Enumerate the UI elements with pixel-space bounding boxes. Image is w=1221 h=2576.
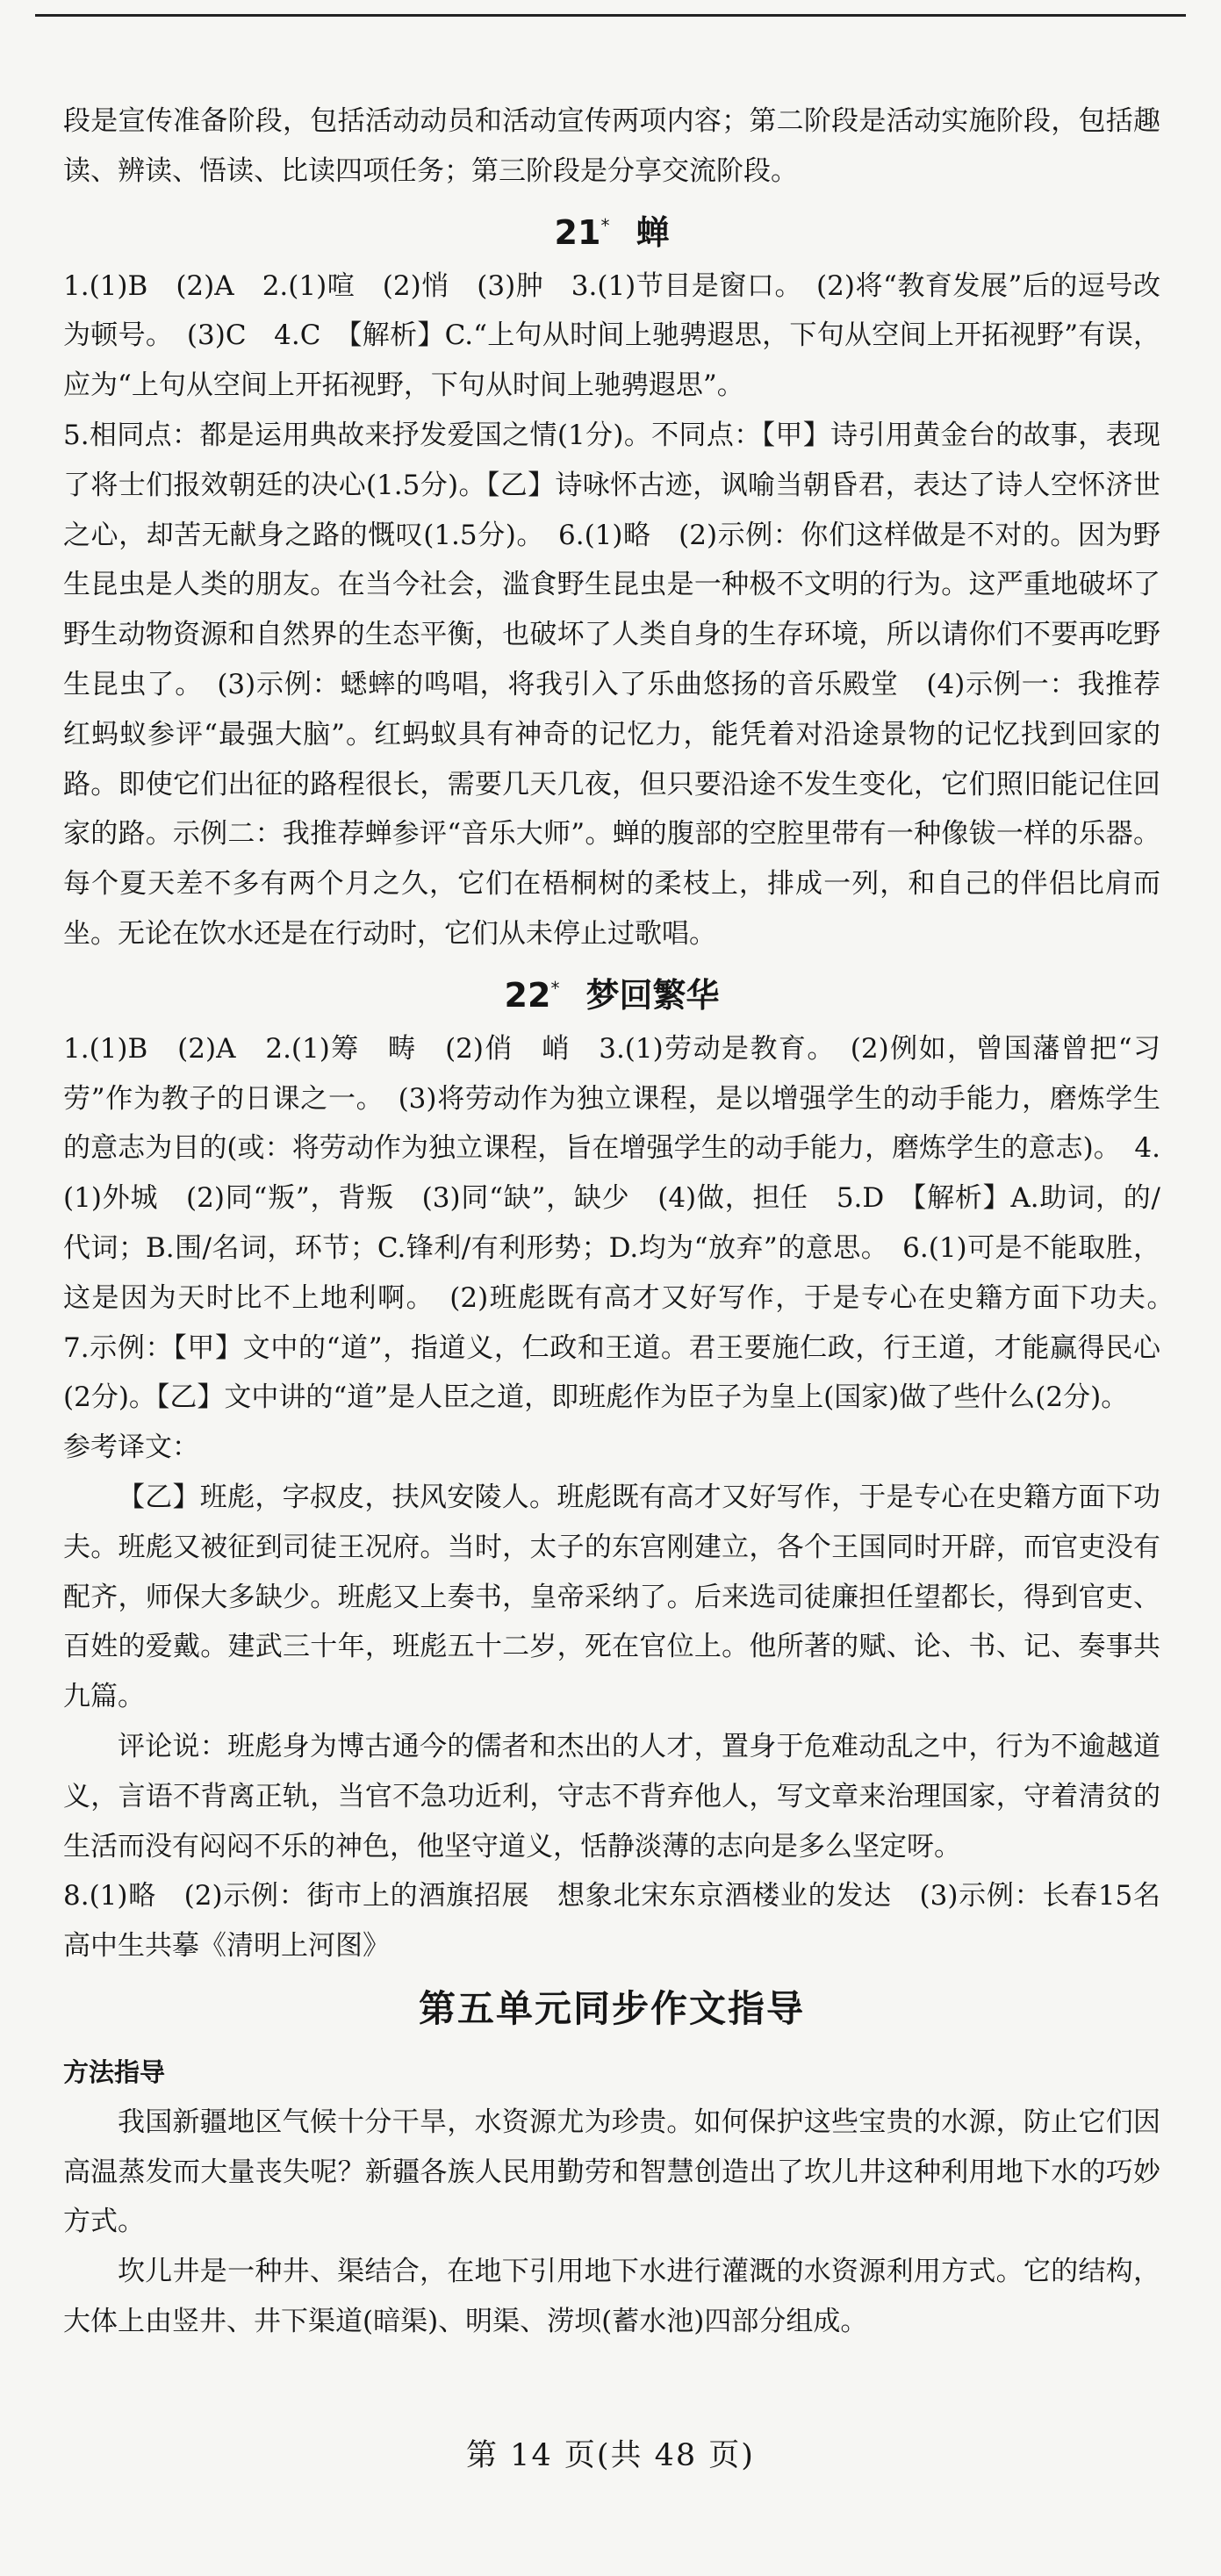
method-guide-label: 方法指导 [63, 2056, 166, 2087]
top-rule [35, 14, 1186, 17]
translation-paragraph-1: 【乙】班彪，字叔皮，扶风安陵人。班彪既有高才又好写作，于是专心在史籍方面下功夫。班彪又被征到司徒王况府。当时，太子的东宫刚建立，各个王国同时开辟，而官吏没有配齐，师保大多缺少。班彪又上奏书，皇帝采纳了。后来选司徒廉担任望都长，得到官吏、百姓的爱戴。建武三十年，班彪五十二岁，死在官位上。他所著的赋、论、书、记、奏事共九篇。 [63, 1481, 1160, 1713]
intro-paragraph: 段是宣传准备阶段，包括活动动员和活动宣传两项内容；第二阶段是活动实施阶段，包括趣读、辨读、悟读、比读四项任务；第三阶段是分享交流阶段。 [63, 105, 1160, 187]
method-paragraph-1: 我国新疆地区气候十分干旱，水资源尤为珍贵。如何保护这些宝贵的水源，防止它们因高温蒸发而大量丧失呢？新疆各族人民用勤劳和智慧创造出了坎儿井这种利用地下水的巧妙方式。 [63, 2106, 1160, 2238]
section-21-answers-2: 5.相同点：都是运用典故来抒发爱国之情(1分)。不同点：【甲】诗引用黄金台的故事，表现了将士们报效朝廷的决心(1.5分)。【乙】诗咏怀古迹，讽喻当朝昏君，表达了诗人空怀济世之心，却苦无献身之路的慨叹(1.5分)。 6.(1)略 (2)示例：你们这样做是不对的。因为野生昆虫是人类的朋友。在当今社会，滥食野生昆虫是一种极不文明的行为。这严重地破坏了野生动物资源和自然界的生态平衡，也破坏了人类自身的生存环境，所以请你们不要再吃野生昆虫了。 (3)示例：蟋蟀的鸣唱，将我引入了乐曲悠扬的音乐殿堂 (4)示例一：我推荐红蚂蚁参评“最强大脑”。红蚂蚁具有神奇的记忆力，能凭着对沿途景物的记忆找到回家的路。即使它们出征的路程很长，需要几天几夜，但只要沿途不发生变化，它们照旧能记住回家的路。示例二：我推荐蝉参评“音乐大师”。蝉的腹部的空腔里带有一种像钹一样的乐器。每个夏天差不多有两个月之久，它们在梧桐树的柔枝上，排成一列，和自己的伴侣比肩而坐。无论在饮水还是在行动时，它们从未停止过歌唱。 [63, 419, 1160, 950]
page-number-footer: 第 14 页(共 48 页) [466, 2438, 755, 2473]
section-22-mark: * [550, 977, 560, 999]
section-21-answers-1: 1.(1)B (2)A 2.(1)喧 (2)悄 (3)肿 3.(1)节目是窗口。 (2)将“教育发展”后的逗号改为顿号。 (3)C 4.C 【解析】C.“上句从时间上驰骋遐思，下句从空间上开拓视野”有误，应为“上句从空间上开拓视野，下句从时间上驰骋遐思”。 [63, 269, 1160, 402]
answer-page [63, 97, 1188, 2347]
section-22-number: 22 [504, 975, 551, 1015]
section-22-answers-8: 8.(1)略 (2)示例：街市上的酒旗招展 想象北宋东京酒楼业的发达 (3)示例：长春15名高中生共摹《清明上河图》 [63, 1880, 1160, 1962]
section-21-number: 21 [554, 212, 601, 252]
translation-paragraph-2: 评论说：班彪身为博古通今的儒者和杰出的人才，置身于危难动乱之中，行为不逾越道义，言语不背离正轨，当官不急功近利，守志不背弃他人，写文章来治理国家，守着清贫的生活而没有闷闷不乐的神色，他坚守道义，恬静淡薄的志向是多么坚定呀。 [63, 1730, 1160, 1862]
method-paragraph-2: 坎儿井是一种井、渠结合，在地下引用地下水进行灌溉的水资源利用方式。它的结构，大体上由竖井、井下渠道(暗渠)、明渠、涝坝(蓄水池)四部分组成。 [63, 2256, 1160, 2338]
section-22-title: 梦回繁华 [585, 975, 720, 1015]
section-22-answers-1: 1.(1)B (2)A 2.(1)筹 畴 (2)俏 峭 3.(1)劳动是教育。 (2)例如，曾国藩曾把“习劳”作为教子的日课之一。 (3)将劳动作为独立课程，是以增强学生的动手能力，磨炼学生的意志为目的(或：将劳动作为独立课程，旨在增强学生的动手能力，磨炼学生的意志)。 4.(1)外城 (2)同“叛”，背叛 (3)同“缺”，缺少 (4)做，担任 5.D 【解析】A.助词，的/代词；B.围/名词，环节；C.锋利/有利形势；D.均为“放弃”的意思。 6.(1)可是不能取胜，这是因为天时比不上地利啊。 (2)班彪既有高才又好写作，于是专心在史籍方面下功夫。 7.示例：【甲】文中的“道”，指道义，仁政和王道。君王要施仁政，行王道，才能赢得民心(2分)。【乙】文中讲的“道”是人臣之道，即班彪作为臣子为皇上(国家)做了些什么(2分)。 [63, 1032, 1188, 1414]
section-21-title: 蝉 [636, 212, 670, 252]
reference-translation-label: 参考译文： [63, 1432, 199, 1464]
section-22-heading [63, 959, 1160, 1024]
section-21-mark: * [600, 214, 610, 236]
unit-writing-guide-title: 第五单元同步作文指导 [418, 1986, 805, 2030]
section-21-heading [63, 197, 1160, 262]
